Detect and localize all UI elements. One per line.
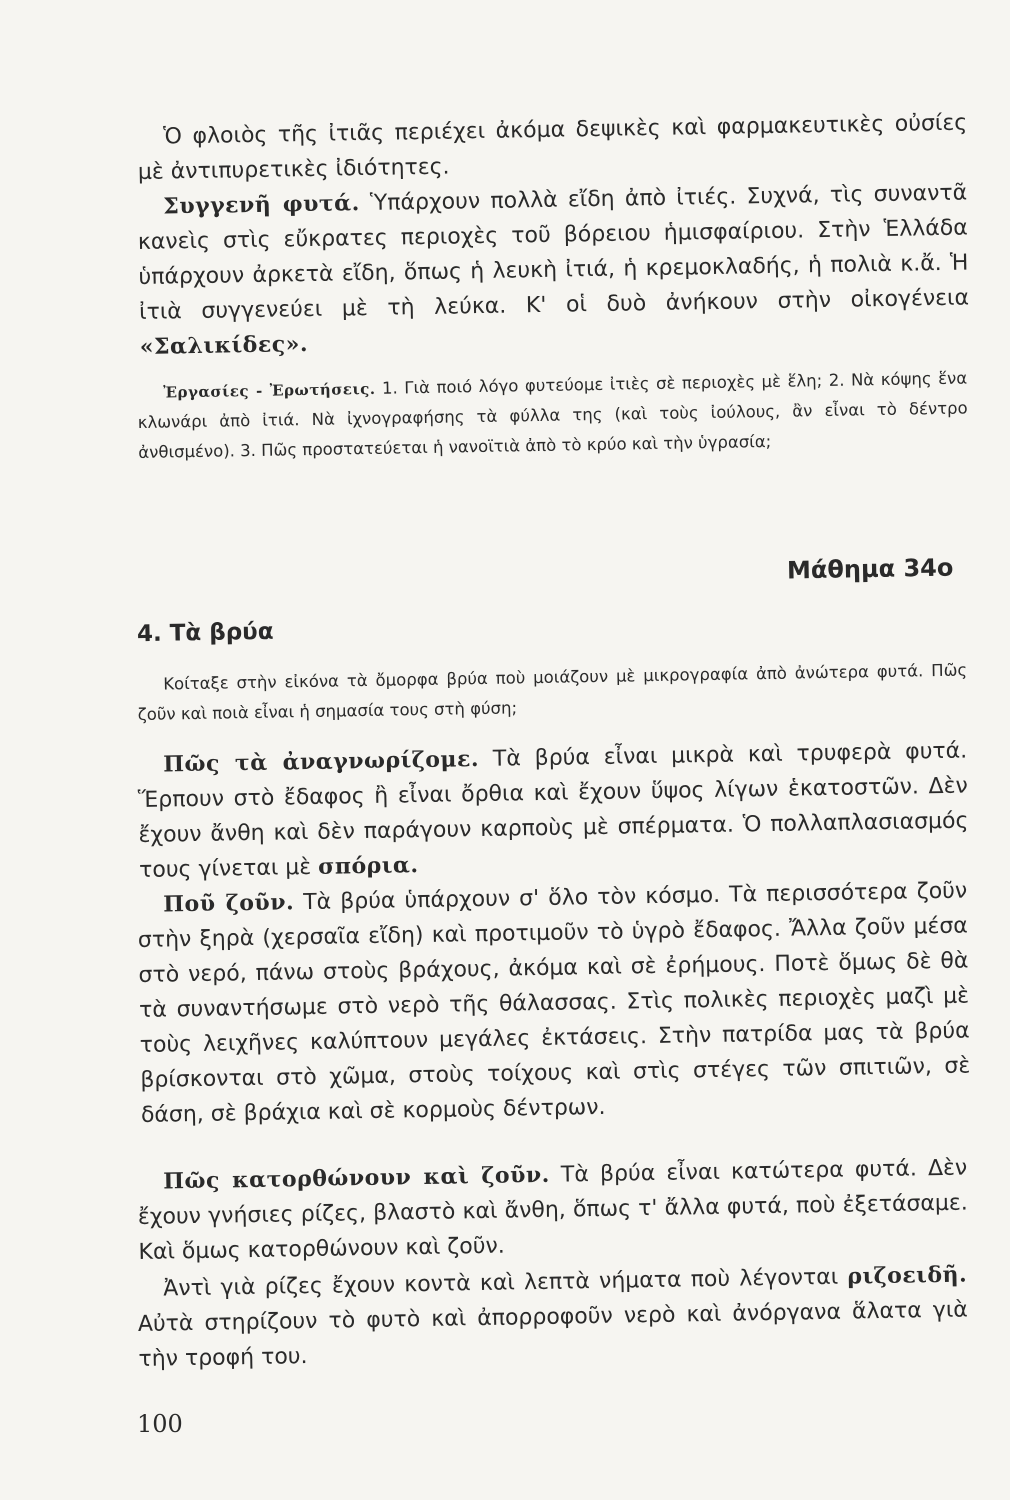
section-title: 4. Τὰ βρύα [136, 618, 274, 648]
exercises-heading: Ἐργασίες - Ἐρωτήσεις. [163, 379, 376, 402]
where-heading: Ποῦ ζοῦν. [163, 889, 295, 918]
where-paragraph [137, 874, 971, 1133]
where-text: Τὰ βρύα ὑπάρχουν σ' ὅλο τὸν κόσμο. Τὰ περισσότερα ζοῦν στὴν ξηρὰ (χερσαῖα εἴδη) καὶ προτιμοῦν τὸ ὑγρὸ ἔδαφος. Ἄλλα ζοῦν μέσα στὸ νερό, πάνω στοὺς βράχους, ἀκόμα καὶ σὲ ἐρήμους. Ποτὲ ὅμως δὲ θὰ τὰ συναντήσωμε στὸ νερὸ τῆς θάλασσας. Στὶς πολικὲς περιοχὲς μαζὶ μὲ τοὺς λειχῆνες καλύπτουν μεγάλες ἐκτάσεις. Στὴν πατρίδα μας τὰ βρύα βρίσκονται στὸ χῶμα, στοὺς τοίχους καὶ στὶς στέγες τῶν σπιτιῶν, σὲ δάση, σὲ βράχια καὶ σὲ κορμοὺς δέντρων. [137, 878, 971, 1128]
survive-paragraph [137, 1151, 969, 1270]
recognize-paragraph [137, 734, 969, 888]
rhizoids-text-1: Ἀντὶ γιὰ ρίζες ἔχουν κοντὰ καὶ λεπτὰ νήματα ποὺ λέγονται [163, 1264, 839, 1302]
lesson-label: Μάθημα 34ο [786, 553, 954, 585]
family-name: «Σαλικίδες». [139, 331, 309, 360]
rhizoids-term: ριζοειδῆ. [847, 1261, 968, 1290]
recognize-heading: Πῶς τὰ ἀναγνωρίζομε. [163, 746, 480, 778]
spores-term: σπόρια. [317, 852, 419, 880]
survive-text: Τὰ βρύα εἶναι κατώτερα φυτά. Δὲν ἔχουν γνήσιες ρίζες, βλαστὸ καὶ ἄνθη, ὅπως τ' ἄλλα φυτά, ποὺ ἐξετάσαμε. Καὶ ὅμως κατορθώνουν καὶ ζοῦν. [137, 1155, 969, 1265]
exercises-text: 1. Γιὰ ποιό λόγο φυτεύομε ἰτιὲς σὲ περιοχὲς μὲ ἕλη; 2. Νὰ κόψης ἕνα κλωνάρι ἀπὸ ἰτιά. Νὰ ἰχνογραφήσης τὰ φύλλα της (καὶ τοὺς ἰούλους, ἂν εἶναι τὸ δέντρο ἀνθισμένο). 3. Πῶς προστατεύεται ἡ νανοϊτιὰ ἀπὸ τὸ κρύο καὶ τὴν ὑγρασία; [137, 368, 968, 462]
section-intro [137, 656, 968, 730]
rhizoids-text-2: Αὐτὰ στηρίζουν τὸ φυτὸ καὶ ἀπορροφοῦν νερὸ καὶ ἀνόργανα ἅλατα γιὰ τὴν τροφή του. [137, 1297, 969, 1372]
exercises-paragraph [137, 364, 968, 468]
relatives-paragraph [137, 176, 970, 365]
recognize-text: Τὰ βρύα εἶναι μικρὰ καὶ τρυφερὰ φυτά. Ἕρπουν στὸ ἔδαφος ἢ εἶναι ὄρθια καὶ ἔχουν ὕψος λίγων ἑκατοστῶν. Δὲν ἔχουν ἄνθη καὶ δὲν παράγουν καρποὺς μὲ σπέρματα. Ὁ πολλαπλασιασμός τους γίνεται μὲ [137, 738, 969, 883]
relatives-heading: Συγγενῆ φυτά. [163, 190, 360, 220]
survive-heading: Πῶς κατορθώνουν καὶ ζοῦν. [163, 1161, 551, 1195]
rhizoids-paragraph [137, 1258, 969, 1377]
bark-text: Ὁ φλοιὸς τῆς ἰτιᾶς περιέχει ἀκόμα δεψικὲς καὶ φαρμακευτικὲς οὐσίες μὲ ἀντιπυρετικὲς ἰδιότητες. [137, 110, 968, 185]
page-number: 100 [137, 1410, 183, 1438]
section-intro-text: Κοίταξε στὴν εἰκόνα τὰ ὄμορφα βρύα ποὺ μοιάζουν μὲ μικρογραφία ἀπὸ ἀνώτερα φυτά. Πῶς ζοῦν καὶ ποιὰ εἶναι ἡ σημασία τους στὴ φύση; [137, 660, 968, 724]
relatives-text: Ὑπάρχουν πολλὰ εἴδη ἀπὸ ἰτιές. Συχνά, τὶς συναντᾶ κανεὶς στὶς εὔκρατες περιοχὲς τοῦ βόρειου ἡμισφαίριου. Στὴν Ἑλλάδα ὑπάρχουν ἀρκετὰ εἴδη, ὅπως ἡ λευκὴ ἰτιά, ἡ κρεμοκλαδής, ἡ πολιὰ κ.ἄ. Ἡ ἰτιὰ συγγενεύει μὲ τὴ λεύκα. Κ' οἱ δυὸ ἀνήκουν στὴν οἰκογένεια [137, 180, 970, 325]
